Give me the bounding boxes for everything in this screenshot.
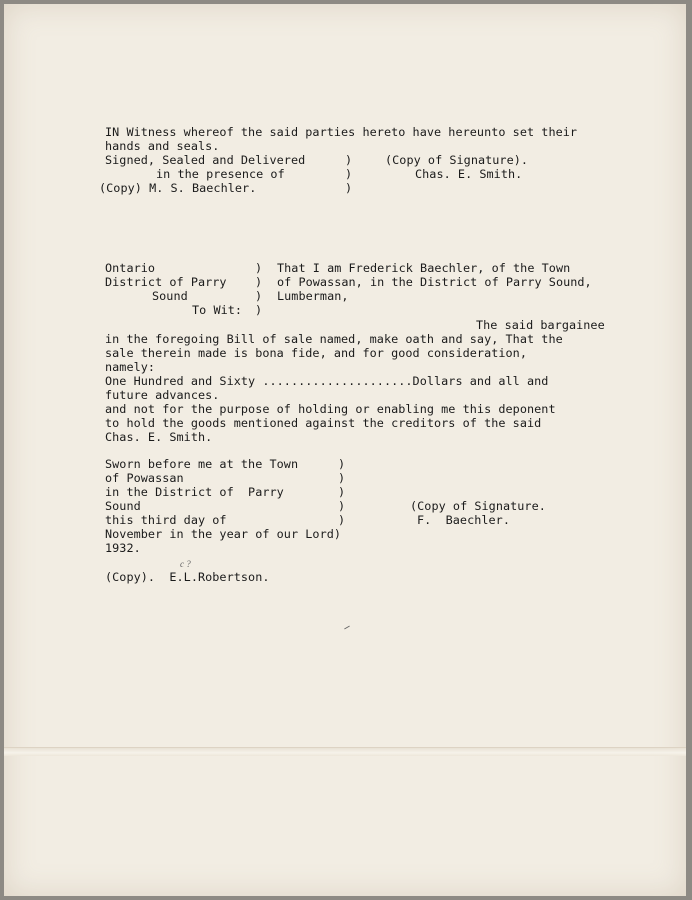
statement-line-2: of Powassan, in the District of Parry Sound, — [277, 275, 592, 289]
sworn-line-7: 1932. — [105, 541, 141, 555]
venue-to-wit: To Wit: — [192, 303, 243, 317]
bracket: ) — [255, 275, 263, 289]
sworn-line-4: Sound — [105, 499, 141, 513]
bracket: ) — [338, 457, 346, 471]
signer-name: Chas. E. Smith. — [415, 167, 523, 181]
paper-fold — [4, 747, 686, 756]
sworn-line-5: this third day of — [105, 513, 227, 527]
signed-sealed-delivered: Signed, Sealed and Delivered — [105, 153, 306, 167]
pencil-mark — [344, 626, 350, 630]
body-line-6: future advances. — [105, 388, 220, 402]
statement-line-3: Lumberman, — [277, 289, 349, 303]
bracket: ) — [345, 167, 353, 181]
in-presence-of: in the presence of — [156, 167, 285, 181]
copy-witness-name: (Copy) M. S. Baechler. — [99, 181, 257, 195]
sworn-line-3: in the District of Parry — [105, 485, 284, 499]
body-line-2: in the foregoing Bill of sale named, make oath and say, That the — [105, 332, 563, 346]
pencil-annotation: c ? — [180, 559, 191, 569]
bracket: ) — [345, 153, 353, 167]
body-line-3: sale therein made is bona fide, and for good consideration, — [105, 346, 527, 360]
body-line-1: The said bargainee — [476, 318, 605, 332]
deponent-name: F. Baechler. — [417, 513, 510, 527]
bracket: ) — [338, 471, 346, 485]
sworn-line-6: November in the year of our Lord) — [105, 527, 342, 541]
venue-province: Ontario — [105, 261, 156, 275]
bracket: ) — [338, 485, 346, 499]
sworn-line-2: of Powassan — [105, 471, 184, 485]
body-line-9: Chas. E. Smith. — [105, 430, 213, 444]
statement-line-1: That I am Frederick Baechler, of the Town — [277, 261, 571, 275]
copy-of-signature-label: (Copy of Signature). — [385, 153, 529, 167]
witness-line-2: hands and seals. — [105, 139, 220, 153]
venue-sound: Sound — [152, 289, 188, 303]
bracket: ) — [255, 289, 263, 303]
body-line-8: to hold the goods mentioned against the creditors of the said — [105, 416, 542, 430]
copy-of-signature-label-2: (Copy of Signature. — [410, 499, 546, 513]
body-line-5: One Hundred and Sixty .....................Dollars and all and — [105, 374, 549, 388]
witness-line-1: IN Witness whereof the said parties hereto have hereunto set their — [105, 125, 578, 139]
bracket: ) — [345, 181, 353, 195]
commissioner-name: (Copy). E.L.Robertson. — [105, 570, 270, 584]
bracket: ) — [338, 499, 346, 513]
bracket: ) — [255, 303, 263, 317]
sworn-line-1: Sworn before me at the Town — [105, 457, 299, 471]
document-page — [4, 4, 686, 896]
bracket: ) — [338, 513, 346, 527]
venue-district: District of Parry — [105, 275, 227, 289]
body-line-4: namely: — [105, 360, 156, 374]
body-line-7: and not for the purpose of holding or enabling me this deponent — [105, 402, 556, 416]
bracket: ) — [255, 261, 263, 275]
